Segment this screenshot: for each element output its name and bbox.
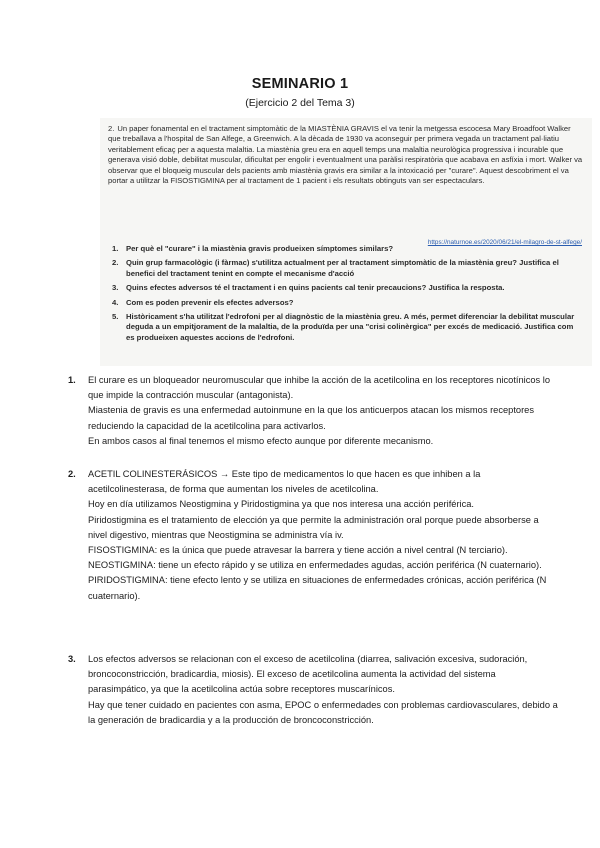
page-subtitle: (Ejercicio 2 del Tema 3)	[245, 97, 355, 109]
exercise-screenshot	[100, 118, 592, 366]
answer-number: 3.	[68, 654, 76, 664]
answer-line: FISOSTIGMINA: es la única que puede atravesar la barrera y tiene acción a nivel central (N terciario).	[88, 545, 508, 556]
answer-3	[68, 652, 558, 728]
exercise-statement	[108, 124, 584, 186]
answer-2	[68, 467, 558, 604]
source-link[interactable]: https://naturnoe.es/2020/06/21/el-milagro-de-st-alfege/	[427, 239, 582, 246]
answer-number: 2.	[68, 469, 76, 479]
question-item: 3. Quins efectes adversos té el tractament i en quins pacients cal tenir precaucions? Justifica la resposta.	[112, 283, 505, 293]
answer-line: Miastenia de gravis es una enfermedad autoinmune en la que los anticuerpos atacan los mismos receptores reduciendo la capacidad de la acetilcolina para activarlos.	[88, 405, 534, 431]
answer-line: Los efectos adversos se relacionan con el exceso de acetilcolina (diarrea, salivación excesiva, sudoración, broncoconstricción, bradicardia, miosis). El exceso de acetilcolina aumenta la actividad del sistema parasimpático, ya que la acetilcolina actúa sobre receptores muscarínicos.	[88, 654, 528, 695]
question-item: 5. Històricament s'ha utilitzat l'edrofoni per al diagnòstic de la miastènia greu. A més, permet diferenciar la debilitat muscular deguda a un empitjorament de la malaltia, de la produïda per una "crisi colinèrgica" per excés de medicació. Justifica com es produeixen aquestes accions de l'edrofoni.	[112, 312, 575, 342]
question-item: 4. Com es poden prevenir els efectes adversos?	[112, 297, 294, 307]
answer-line: Hay que tener cuidado en pacientes con asma, EPOC o enfermedades con problemas cardiovasculares, debido a la generación de bradicardia y a la producción de broncoconstricción.	[88, 699, 558, 725]
exercise-paragraph: Un paper fonamental en el tractament simptomàtic de la MIASTÈNIA GRAVIS el va tenir la metgessa escocesa Mary Broadfoot Walker que treballava a l'hospital de San Alfege, a Greenwich. A la dècada de 1930 va aconseguir per primera vegada un tractament pal·liatiu veritablement eficaç per a aquesta malaltia. La miastènia greu era en aquell temps una malaltia neurològica progressiva i incurable que generava visió doble, debilitat muscular, dificultat per engolir i eventualment una paràlisi respiratòria que acabava en asfíxia i mort. Walker va observar que el bloqueig muscular dels pacients amb miastènia gravis era similar a la intoxicació per "curare". Aquest descobriment el va portar a utilitzar la FISOSTIGMINA per al tractament de 1 pacient i els resultats obtinguts van ser espectaculars.	[108, 124, 583, 186]
answer-line: Hoy en día utilizamos Neostigmina y Piridostigmina ya que nos interesa una acción periférica.	[88, 499, 475, 510]
answer-line: PIRIDOSTIGMINA: tiene efecto lento y se utiliza en situaciones de enfermedades crónicas, acción periférica (N cuaternario).	[88, 575, 547, 601]
answer-line: En ambos casos al final tenemos el mismo efecto aunque por diferente mecanismo.	[88, 435, 434, 446]
question-list	[112, 244, 582, 347]
answer-line: Piridostigmina es el tratamiento de elección ya que permite la administración oral porque puede absorberse a nivel digestivo, mientras que Neostigmina se administra vía iv.	[88, 514, 539, 540]
question-item: 1. Per què el "curare" i la miastènia gravis produeixen símptomes similars?	[112, 244, 394, 253]
question-item: 2. Quin grup farmacològic (i fàrmac) s'utilitza actualment per al tractament simptomàtic de la miastènia greu? Justifica el benefici del tractament tenint en compte el mecanisme d'acció	[112, 258, 559, 278]
answer-line: El curare es un bloqueador neuromuscular que inhibe la acción de la acetilcolina en los receptores nicotínicos lo que impide la contracción muscular (antagonista).	[88, 375, 551, 401]
exercise-number: 2.	[108, 124, 115, 133]
answer-number: 1.	[68, 375, 76, 385]
answer-line: ACETIL COLINESTERÁSICOS → Este tipo de medicamentos lo que hacen es que inhiben a la acetilcolinesterasa, de forma que aumentan los niveles de acetilcolina.	[88, 469, 481, 495]
answer-1	[68, 373, 558, 449]
page-title: SEMINARIO 1	[251, 76, 349, 92]
answer-line: NEOSTIGMINA: tiene un efecto rápido y se utiliza en enfermedades agudas, acción periférica (N cuaternario).	[88, 560, 542, 571]
